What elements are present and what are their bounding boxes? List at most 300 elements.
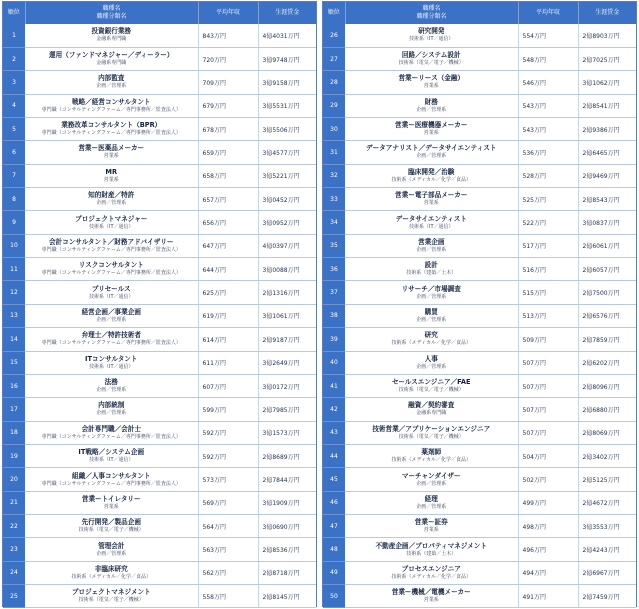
table-header-row [323,2,636,24]
job-name: 研究開発 [418,27,445,36]
rank-cell: 39 [323,328,345,351]
lifetime-cell: 2億6057万円 [578,258,636,281]
salary-cell: 543万円 [518,94,578,117]
job-cell [345,585,518,608]
lifetime-cell: 3億0952万円 [258,211,316,234]
job-category: 営業系 [423,83,439,90]
table-row [3,211,316,234]
job-name: 業務改革コンサルタント（BPR） [61,121,162,130]
rank-cell: 20 [3,468,25,491]
table-row [323,47,636,70]
job-cell [345,188,518,211]
job-cell [25,141,198,164]
rank-cell: 25 [3,585,25,608]
salary-cell: 659万円 [198,141,258,164]
rank-cell: 48 [323,538,345,561]
job-cell [345,24,518,47]
table-row [323,281,636,304]
lifetime-cell: 2億9386万円 [578,117,636,140]
table-row [3,538,316,561]
job-name: 知的財産／特許 [88,191,135,200]
rank-cell: 47 [323,515,345,538]
job-name: 営業ー医療機器メーカー [395,121,468,130]
job-name: 営業ーリース（金融） [398,74,465,83]
job-cell [25,374,198,397]
job-cell [25,24,198,47]
job-name: 設計 [424,261,438,270]
lifetime-cell: 3億1909万円 [258,491,316,514]
table-row [3,491,316,514]
table-row [3,47,316,70]
job-name: ITコンサルタント [84,354,138,363]
table-row [323,468,636,491]
lifetime-cell: 2億8543万円 [578,188,636,211]
rank-cell: 50 [323,585,345,608]
lifetime-cell: 4億0397万円 [258,234,316,257]
table-row [3,304,316,327]
header-job [25,2,198,24]
job-cell [25,585,198,608]
rank-cell: 43 [323,421,345,444]
job-cell [345,164,518,187]
rank-cell: 32 [323,164,345,187]
job-cell [25,211,198,234]
job-cell [345,491,518,514]
job-cell [345,468,518,491]
salary-cell: 543万円 [518,117,578,140]
table-row [3,71,316,94]
rank-cell: 18 [3,421,25,444]
salary-cell: 528万円 [518,164,578,187]
job-cell [25,328,198,351]
table-row [3,585,316,608]
lifetime-cell: 2億7500万円 [578,281,636,304]
salary-cell: 562万円 [198,561,258,584]
job-category: 技術系（電気／電子／機械） [398,60,464,67]
salary-cell: 513万円 [518,304,578,327]
job-category: 企画／管理系 [416,106,447,113]
job-name: 組織／人事コンサルタント [71,471,151,480]
lifetime-cell: 3億0837万円 [578,211,636,234]
job-category: 専門職（コンサルティングファーム／専門事務所／監査法人） [41,130,181,137]
rank-cell: 15 [3,351,25,374]
rank-cell: 1 [3,24,25,47]
job-category: 営業系 [103,503,119,510]
lifetime-cell: 2億7025万円 [578,47,636,70]
job-cell [25,421,198,444]
job-cell [345,71,518,94]
job-category: 企画／管理系 [96,200,127,207]
rank-cell: 19 [3,444,25,467]
job-name: 投資銀行業務 [91,27,132,36]
salary-cell: 573万円 [198,468,258,491]
job-cell [345,304,518,327]
ranking-table-left [2,1,317,607]
job-category: 企画／管理系 [96,83,127,90]
salary-cell: 507万円 [518,351,578,374]
rank-cell: 3 [3,71,25,94]
header-job-category: 職種分類名 [96,13,127,20]
header-salary: 平均年収 [518,2,578,24]
table-row [323,421,636,444]
rank-cell: 34 [323,211,345,234]
rank-cell: 35 [323,234,345,257]
job-cell [345,374,518,397]
table-row [323,444,636,467]
job-category: 専門職（コンサルティングファーム／専門事務所／監査法人） [41,433,181,440]
table-row [323,24,636,47]
lifetime-cell: 2億8718万円 [258,561,316,584]
job-cell [345,117,518,140]
job-name: 先行開発／製品企画 [81,518,141,527]
salary-cell: 517万円 [518,234,578,257]
job-name: 営業ー証券 [414,518,448,527]
lifetime-cell: 2億7859万円 [578,328,636,351]
job-cell [25,71,198,94]
lifetime-cell: 3億0690万円 [258,515,316,538]
salary-cell: 644万円 [198,258,258,281]
lifetime-cell: 2億7844万円 [258,468,316,491]
job-name: 経営企画／事業企画 [81,307,141,316]
job-category: 営業系 [103,153,119,160]
lifetime-cell: 2億8145万円 [258,585,316,608]
table-row [3,398,316,421]
job-name: 財務 [424,97,438,106]
job-cell [25,164,198,187]
lifetime-cell: 2億8903万円 [578,24,636,47]
job-name: 営業ー電子部品メーカー [395,191,468,200]
job-cell [25,398,198,421]
salary-cell: 504万円 [518,444,578,467]
header-lifetime: 生涯賃金 [578,2,636,24]
job-name: 購買 [424,307,438,316]
salary-cell: 516万円 [518,258,578,281]
rank-cell: 41 [323,374,345,397]
job-category: 専門職（コンサルティングファーム／専門事務所／監査法人） [41,340,181,347]
header-rank: 順位 [323,2,345,24]
salary-cell: 592万円 [198,444,258,467]
job-name: データアナリスト／データサイエンティスト [366,144,497,153]
salary-cell: 546万円 [518,71,578,94]
lifetime-cell: 2億4243万円 [578,538,636,561]
rank-cell: 2 [3,47,25,70]
job-category: 専門職（コンサルティングファーム／専門事務所／監査法人） [41,246,181,253]
salary-cell: 498万円 [518,515,578,538]
rank-cell: 22 [3,515,25,538]
table-row [3,561,316,584]
salary-cell: 536万円 [518,141,578,164]
salary-cell: 491万円 [518,585,578,608]
job-category: 技術系（電気／電子／機械） [398,387,464,394]
job-cell [345,444,518,467]
rank-cell: 45 [323,468,345,491]
job-cell [25,258,198,281]
table-row [3,351,316,374]
header-rank: 順位 [3,2,25,24]
lifetime-cell: 3億5221万円 [258,164,316,187]
job-cell [345,421,518,444]
salary-cell: 507万円 [518,421,578,444]
salary-cell: 494万円 [518,561,578,584]
lifetime-cell: 3億9158万円 [258,71,316,94]
job-cell [345,211,518,234]
table-row [3,281,316,304]
salary-cell: 843万円 [198,24,258,47]
job-category: 技術系（IT／通信） [88,293,134,300]
rank-cell: 46 [323,491,345,514]
salary-cell: 709万円 [198,71,258,94]
job-name: 臨床開発／治験 [408,167,455,176]
salary-cell: 569万円 [198,491,258,514]
rank-cell: 30 [323,117,345,140]
salary-cell: 558万円 [198,585,258,608]
table-row [3,164,316,187]
job-category: 技術系（IT／通信） [408,36,454,43]
job-cell [345,47,518,70]
salary-cell: 678万円 [198,117,258,140]
job-category: 技術系（メディカル／化学／食品） [391,457,472,464]
job-category: 技術系（IT／通信） [88,223,134,230]
job-category: 技術系（建築／土木） [406,270,457,277]
table-row [323,304,636,327]
header-job [345,2,518,24]
ranking-table [323,2,636,608]
job-name: 研究 [424,331,438,340]
salary-cell: 496万円 [518,538,578,561]
table-row [3,258,316,281]
job-cell [25,234,198,257]
salary-cell: 619万円 [198,304,258,327]
table-row [3,94,316,117]
table-row [323,398,636,421]
lifetime-cell: 2億8541万円 [578,94,636,117]
job-cell [25,281,198,304]
lifetime-cell: 3億3553万円 [578,515,636,538]
table-row [323,258,636,281]
table-row [323,234,636,257]
job-category: 企画／管理系 [96,550,127,557]
table-row [323,94,636,117]
job-category: 営業系 [103,176,119,183]
rank-cell: 9 [3,211,25,234]
table-row [3,374,316,397]
job-category: 金融系専門職 [96,60,127,67]
job-category: 専門職（コンサルティングファーム／専門事務所／監査法人） [41,106,181,113]
header-job-name: 職種名 [102,5,121,12]
job-name: 営業ー機械／電機メーカー [391,588,471,597]
job-category: 営業系 [423,527,439,534]
salary-cell: 564万円 [198,515,258,538]
lifetime-cell: 3億0452万円 [258,188,316,211]
rank-cell: 6 [3,141,25,164]
table-row [323,491,636,514]
table-row [3,421,316,444]
table-row [323,585,636,608]
lifetime-cell: 3億1062万円 [578,71,636,94]
ranking-table-right [322,1,637,607]
salary-cell: 499万円 [518,491,578,514]
job-name: プロセスエンジニア [401,564,461,573]
job-cell [345,561,518,584]
salary-cell: 592万円 [198,421,258,444]
rank-cell: 27 [323,47,345,70]
table-row [323,117,636,140]
rank-cell: 10 [3,234,25,257]
job-name: IT戦略／システム企画 [78,448,145,457]
lifetime-cell: 3億1573万円 [258,421,316,444]
table-row [323,141,636,164]
rank-cell: 11 [3,258,25,281]
lifetime-cell: 2億7459万円 [578,585,636,608]
table-row [323,188,636,211]
table-row [3,444,316,467]
header-lifetime: 生涯賃金 [258,2,316,24]
job-cell [345,281,518,304]
salary-cell: 611万円 [198,351,258,374]
table-row [323,374,636,397]
job-name: 融資／契約審査 [408,401,455,410]
lifetime-cell: 2億6465万円 [578,141,636,164]
ranking-table [3,2,316,608]
job-name: プリセールス [91,284,131,293]
lifetime-cell: 4億4031万円 [258,24,316,47]
job-category: 技術系（メディカル／化学／食品） [391,573,472,580]
rank-cell: 33 [323,188,345,211]
rank-cell: 23 [3,538,25,561]
job-cell [345,398,518,421]
job-name: 非臨床研究 [94,564,128,573]
job-category: 専門職（コンサルティングファーム／専門事務所／監査法人） [41,270,181,277]
salary-cell: 525万円 [518,188,578,211]
job-name: 弁理士／特許技術者 [81,331,141,340]
job-category: 技術系（IT／通信） [88,457,134,464]
salary-cell: 548万円 [518,47,578,70]
lifetime-cell: 3億5531万円 [258,94,316,117]
rank-cell: 21 [3,491,25,514]
salary-cell: 720万円 [198,47,258,70]
salary-cell: 507万円 [518,398,578,421]
job-cell [25,444,198,467]
rank-cell: 38 [323,304,345,327]
lifetime-cell: 2億7985万円 [258,398,316,421]
rank-cell: 14 [3,328,25,351]
table-row [3,234,316,257]
table-row [323,211,636,234]
salary-cell: 509万円 [518,328,578,351]
lifetime-cell: 2億4672万円 [578,491,636,514]
job-name: 会計専門職／会計士 [81,424,141,433]
salary-cell: 554万円 [518,24,578,47]
table-header-row [3,2,316,24]
job-category: 企画／管理系 [416,363,447,370]
table-body-left [3,24,316,608]
lifetime-cell: 2億6576万円 [578,304,636,327]
job-category: 専門職（コンサルティングファーム／専門事務所／監査法人） [41,480,181,487]
job-cell [345,328,518,351]
table-row [3,188,316,211]
job-category: 営業系 [423,597,439,604]
job-category: 企画／管理系 [96,316,127,323]
job-name: リスクコンサルタント [78,261,144,270]
lifetime-cell: 3億0088万円 [258,258,316,281]
job-category: 技術系（電気／電子／機械） [78,597,144,604]
salary-cell: 507万円 [518,374,578,397]
table-row [3,117,316,140]
rank-cell: 37 [323,281,345,304]
rank-cell: 17 [3,398,25,421]
job-category: 営業系 [423,130,439,137]
job-cell [25,94,198,117]
rank-cell: 24 [3,561,25,584]
rank-cell: 49 [323,561,345,584]
job-cell [25,117,198,140]
table-row [3,515,316,538]
table-row [323,164,636,187]
header-job-category: 職種分類名 [416,13,447,20]
job-name: 回路／システム設計 [401,51,461,60]
lifetime-cell: 3億5506万円 [258,117,316,140]
lifetime-cell: 2億6967万円 [578,561,636,584]
job-category: 技術系（電気／電子／機械） [398,433,464,440]
job-name: データサイエンティスト [395,214,467,223]
lifetime-cell: 2億8689万円 [258,444,316,467]
job-name: 経理 [424,494,438,503]
table-row [323,71,636,94]
job-cell [25,538,198,561]
job-name: マーチャンダイザー [401,471,461,480]
lifetime-cell: 2億6880万円 [578,398,636,421]
table-row [323,351,636,374]
lifetime-cell: 2億5125万円 [578,468,636,491]
job-name: リサーチ／市場調査 [401,284,461,293]
job-category: 金融系専門職 [416,410,447,417]
job-name: プロジェクトマネジメント [71,588,151,597]
table-row [323,538,636,561]
job-cell [345,515,518,538]
job-name: セールスエンジニア／FAE [391,378,471,387]
job-category: 営業系 [423,200,439,207]
salary-cell: 599万円 [198,398,258,421]
lifetime-cell: 2億1316万円 [258,281,316,304]
job-name: 営業ー医薬品メーカー [78,144,145,153]
job-cell [345,538,518,561]
salary-cell: 656万円 [198,211,258,234]
lifetime-cell: 2億6061万円 [578,234,636,257]
salary-cell: 563万円 [198,538,258,561]
job-category: 企画／管理系 [416,480,447,487]
job-cell [345,351,518,374]
job-name: 内部監査 [98,74,125,83]
job-cell [25,491,198,514]
job-name: 技術営業／アプリケーションエンジニア [372,424,491,433]
job-name: 法務 [104,378,118,387]
job-name: 内部統制 [98,401,125,410]
lifetime-cell: 3億4577万円 [258,141,316,164]
job-cell [25,47,198,70]
job-category: 技術系（IT／通信） [88,363,134,370]
rank-cell: 16 [3,374,25,397]
rank-cell: 8 [3,188,25,211]
salary-cell: 657万円 [198,188,258,211]
job-name: 会計コンサルタント／財務アドバイザリー [48,237,174,246]
rank-cell: 36 [323,258,345,281]
rank-cell: 5 [3,117,25,140]
job-cell [25,304,198,327]
job-category: 企画／管理系 [416,503,447,510]
lifetime-cell: 2億3402万円 [578,444,636,467]
table-row [3,24,316,47]
job-category: 技術系（メディカル／化学／食品） [391,176,472,183]
